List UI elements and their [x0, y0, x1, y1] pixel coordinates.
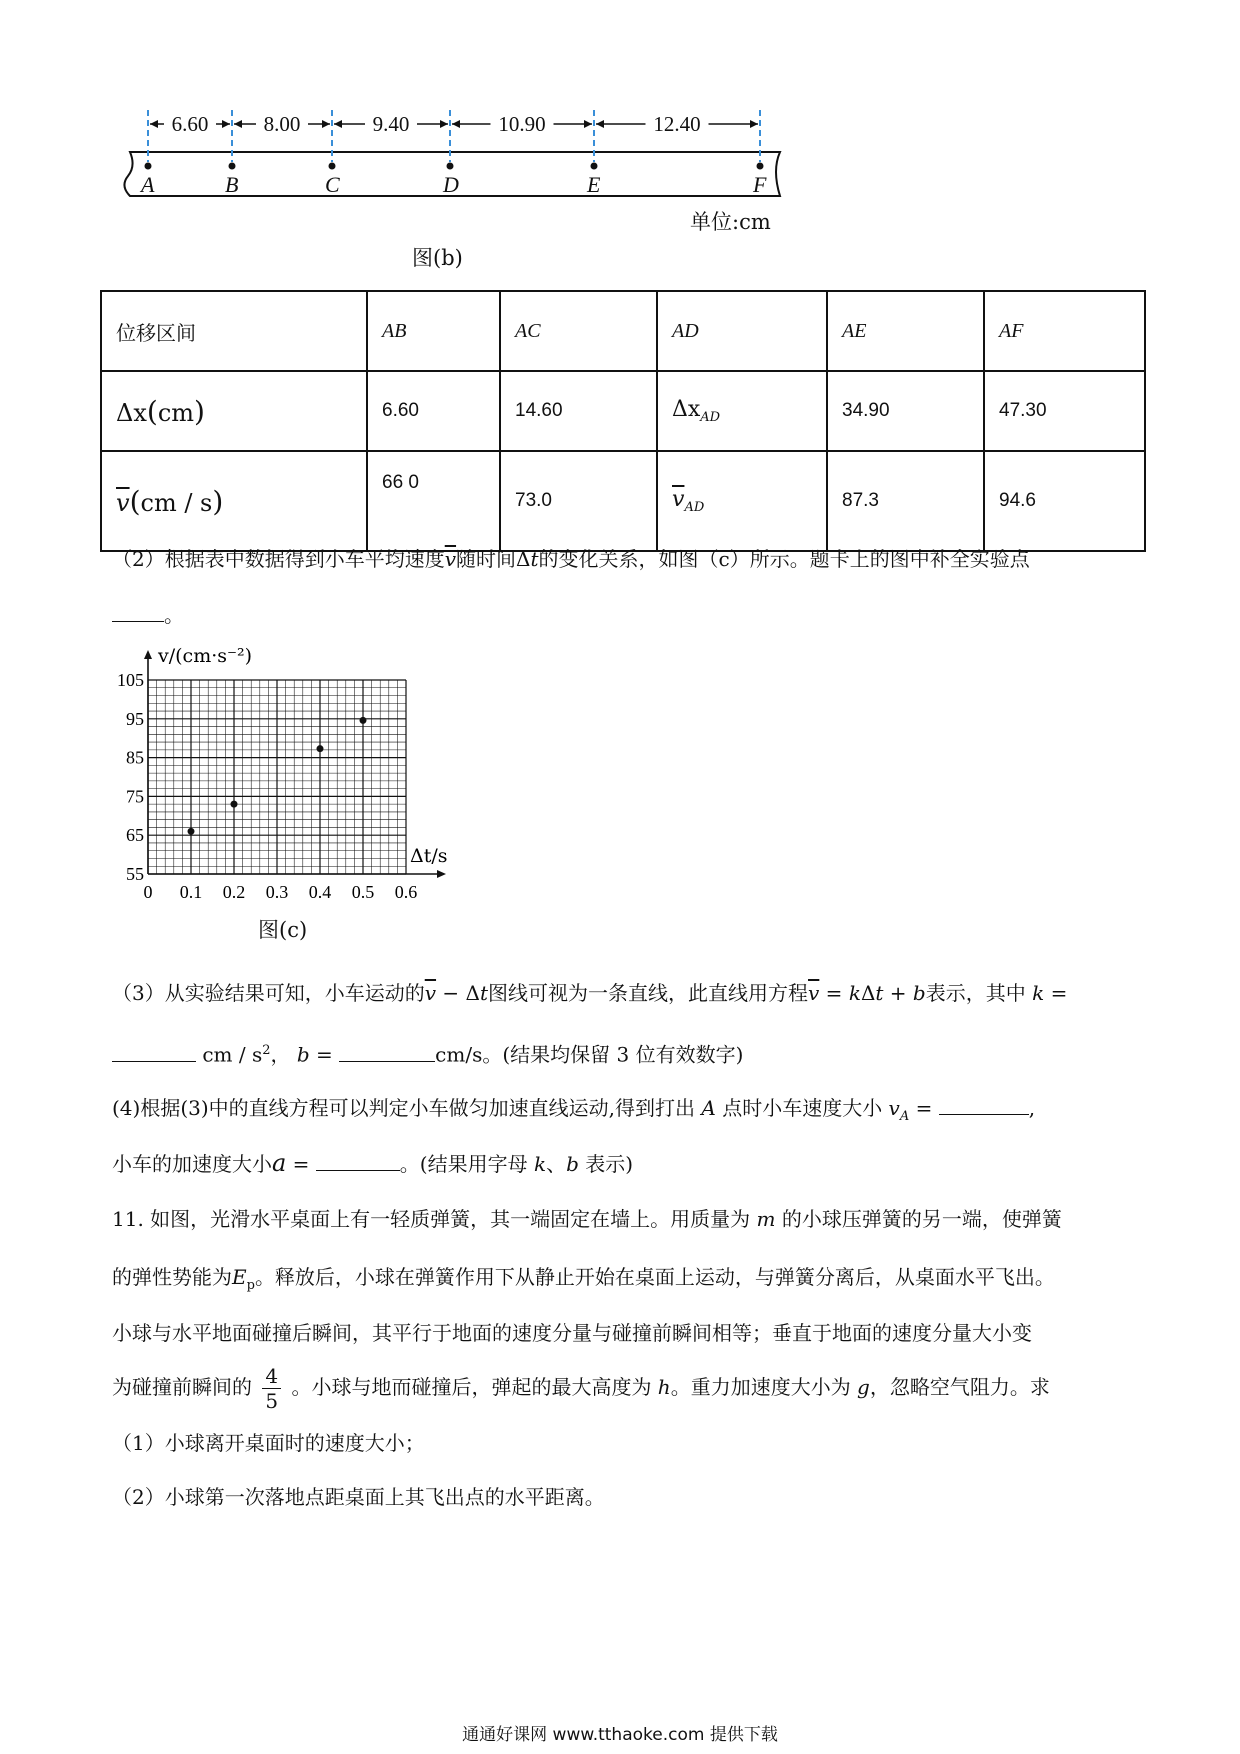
a-answer-blank[interactable]	[316, 1150, 400, 1171]
table-cell: 6.60	[367, 371, 500, 451]
q4-text: (4)根据(3)中的直线方程可以判定小车做匀加速直线运动,得到打出	[112, 1096, 696, 1120]
ad-sub: AD	[684, 500, 705, 515]
q11-text: 。释放后，小球在弹簧作用下从静止开始在桌面上运动，与弹簧分离后，从桌面水平飞出。	[254, 1265, 1055, 1289]
tape-caption: 图(b)	[412, 246, 463, 270]
b-answer-blank[interactable]	[339, 1041, 435, 1062]
frac-num: 4	[262, 1364, 281, 1389]
table-cell: 34.90	[827, 371, 984, 451]
q4-text: 。(结果用字母	[399, 1152, 528, 1176]
q2-text: （2）根据表中数据得到小车平均速度	[112, 547, 445, 571]
b-label: b =	[296, 1042, 333, 1067]
q11-text: 11. 如图，光滑水平桌面上有一轻质弹簧，其一端固定在墙上。用质量为	[112, 1207, 751, 1231]
page-footer: 通通好课网 www.tthaoke.com 提供下载	[462, 1725, 778, 1745]
arrow-head	[334, 120, 342, 128]
q3-line2: cm / $s^2$， b = cm/s。(结果均保留 3 位有效数字)	[112, 1036, 743, 1070]
table-cell: 47.30	[984, 371, 1145, 451]
table-cell: 14.60	[500, 371, 657, 451]
q11-text: 为碰撞前瞬间的	[112, 1375, 252, 1399]
x-tick-label: 0.3	[265, 882, 289, 902]
row-label-velocity: $\overline{v}(cm / s)$	[101, 451, 367, 551]
q4-line2: 小车的加速度大小a = 。(结果用字母 k、b 表示)	[112, 1149, 634, 1177]
spacing-label: 8.00	[263, 112, 301, 136]
q3-text: cm/s。(结果均保留 3 位有效数字)	[435, 1042, 744, 1067]
va-answer-blank[interactable]	[939, 1094, 1029, 1115]
data-point	[231, 801, 238, 808]
q2-text: 的变化关系，如图（c）所示。题卡上的图中补全实验点	[538, 547, 1030, 571]
y-tick-label: 105	[117, 670, 144, 690]
chart-ylabel: v/(cm·s⁻²)	[158, 645, 253, 667]
q11-line3: 小球与水平地面碰撞后瞬间，其平行于地面的速度分量与碰撞前瞬间相等；垂直于地面的速度分量大小变	[112, 1321, 1032, 1345]
tape-point-label: F	[753, 172, 767, 197]
velocity-time-chart	[100, 640, 480, 920]
table-cell: 66 0	[367, 451, 500, 551]
table-cell: 73.0	[500, 451, 657, 551]
y-tick-label: 95	[126, 708, 144, 729]
q11-line4: 为碰撞前瞬间的 $\frac{4}{5}$ 。小球与地而碰撞后，弹起的最大高度为 h。重力加速度大小为 g，忽略空气阻力。求	[112, 1364, 1050, 1413]
x-tick-label: 0.6	[394, 882, 418, 902]
data-point	[317, 745, 324, 752]
table-header-row	[101, 291, 1145, 371]
chart-xlabel: Δt/s	[410, 845, 448, 867]
arrow-head	[440, 120, 448, 128]
x-tick-label: 0.1	[179, 882, 203, 902]
q4-text: 小车的加速度大小	[112, 1152, 272, 1176]
table-header-cell: AC	[500, 291, 657, 371]
x-tick-label: 0.2	[222, 882, 246, 902]
table-cell-ad-displacement	[657, 371, 827, 451]
arrow-head	[150, 120, 158, 128]
table-cell-ad-velocity	[657, 451, 827, 551]
tape-unit: 单位:cm	[690, 210, 771, 234]
tape-point-label: C	[325, 172, 340, 197]
table-header-cell: AF	[984, 291, 1145, 371]
data-point	[188, 828, 195, 835]
x-tick-label: 0.4	[308, 882, 332, 902]
arrow-head	[234, 120, 242, 128]
q4-line1: (4)根据(3)中的直线方程可以判定小车做匀加速直线运动,得到打出 A 点时小车速度大小 $v_A$ = ,	[112, 1096, 1036, 1124]
data-table	[100, 290, 1146, 552]
k-answer-blank[interactable]	[112, 1041, 196, 1062]
four-fifths-fraction	[262, 1364, 281, 1413]
tape-point-label: E	[587, 172, 601, 197]
q2-line1: （2）根据表中数据得到小车平均速度$\overline{v}$随时间Δt的变化关系，如图（c）所示。题卡上的图中补全实验点	[112, 547, 1030, 571]
ad-sub: AD	[700, 410, 721, 425]
tape-dot	[591, 163, 598, 170]
unit-cm-s: cm / s	[140, 488, 213, 517]
q11-text: 的弹性势能为	[112, 1265, 232, 1289]
q11-text: 的小球压弹簧的另一端，使弹簧	[781, 1207, 1062, 1231]
ad-delta-x: Δx	[672, 397, 701, 422]
table-cell: 94.6	[984, 451, 1145, 551]
y-tick-label: 85	[126, 747, 144, 768]
arrow-head	[750, 120, 758, 128]
q4-text: 表示)	[585, 1152, 634, 1176]
arrow-head	[596, 120, 604, 128]
arrow-head	[222, 120, 230, 128]
chart-caption: 图(c)	[258, 918, 308, 942]
table-header-cell: AD	[657, 291, 827, 371]
x-axis-arrow	[437, 870, 446, 878]
x-tick-label: 0	[143, 882, 153, 902]
q11-line2: 的弹性势能为$E_p$。释放后，小球在弹簧作用下从静止开始在桌面上运动，与弹簧分离后，从桌面水平飞出。	[112, 1265, 1055, 1293]
data-point	[360, 717, 367, 724]
table-row	[101, 371, 1145, 451]
arrow-head	[322, 120, 330, 128]
q11-text: 。小球与地而碰撞后，弹起的最大高度为	[291, 1375, 652, 1399]
tape-point-label: B	[225, 172, 239, 197]
frac-den: 5	[265, 1389, 279, 1413]
ad-v-bar: $\overline{v}$	[672, 487, 685, 512]
q3-text: 图线可视为一条直线，此直线用方程	[488, 981, 809, 1005]
q11-text: ，忽略空气阻力。求	[869, 1375, 1050, 1399]
table-header-cell: AB	[367, 291, 500, 371]
v-bar-symbol: $\overline{v}$	[116, 488, 130, 517]
tape-point-label: A	[141, 172, 155, 197]
q4-text: 点时小车速度大小	[722, 1096, 883, 1120]
x-tick-label: 0.5	[351, 882, 375, 902]
q2-text: 随时间	[456, 547, 517, 571]
tape-dot	[229, 163, 236, 170]
y-tick-label: 75	[126, 786, 144, 807]
q2-answer-blank[interactable]	[112, 601, 164, 622]
tape-point-label: D	[443, 172, 459, 197]
spacing-label: 10.90	[498, 112, 546, 136]
q11-line1: 11. 如图，光滑水平桌面上有一轻质弹簧，其一端固定在墙上。用质量为 m 的小球压弹簧的另一端，使弹簧	[112, 1207, 1062, 1231]
q2-text: 。	[164, 603, 184, 627]
q3-line1: （3）从实验结果可知，小车运动的$\overline{v} - \Delta t$图线可视为一条直线，此直线用方程$\overline{v} = k\Delta t + b$表示，其中 k =	[112, 981, 1068, 1005]
q11-text: 。重力加速度大小为	[670, 1375, 851, 1399]
table-header-cell: AE	[827, 291, 984, 371]
y-tick-label: 65	[126, 825, 144, 846]
spacing-label: 12.40	[653, 112, 701, 136]
spacing-label: 6.60	[171, 112, 209, 136]
k-unit: cm / s	[202, 1042, 263, 1067]
q3-text: 表示，其中	[925, 981, 1026, 1005]
tape-dot	[447, 163, 454, 170]
y-tick-label: 55	[126, 864, 144, 884]
q11-sub2: （2）小球第一次落地点距桌面上其飞出点的水平距离。	[112, 1485, 605, 1509]
q3-text: （3）从实验结果可知，小车运动的	[112, 981, 425, 1005]
arrow-head	[452, 120, 460, 128]
table-row	[101, 451, 1145, 551]
y-axis-arrow	[144, 650, 152, 659]
tape-dot	[757, 163, 764, 170]
tape-dot	[329, 163, 336, 170]
spacing-label: 9.40	[372, 112, 410, 136]
row-label-displacement: Δx(cm)	[101, 371, 367, 451]
q2-line2	[112, 600, 184, 630]
table-header-cell: 位移区间	[101, 291, 367, 371]
tape-dot	[145, 163, 152, 170]
q11-sub1: （1）小球离开桌面时的速度大小；	[112, 1431, 425, 1455]
delta-x-symbol: Δx	[116, 398, 147, 427]
arrow-head	[584, 120, 592, 128]
table-cell: 87.3	[827, 451, 984, 551]
unit-cm: cm	[157, 398, 195, 427]
